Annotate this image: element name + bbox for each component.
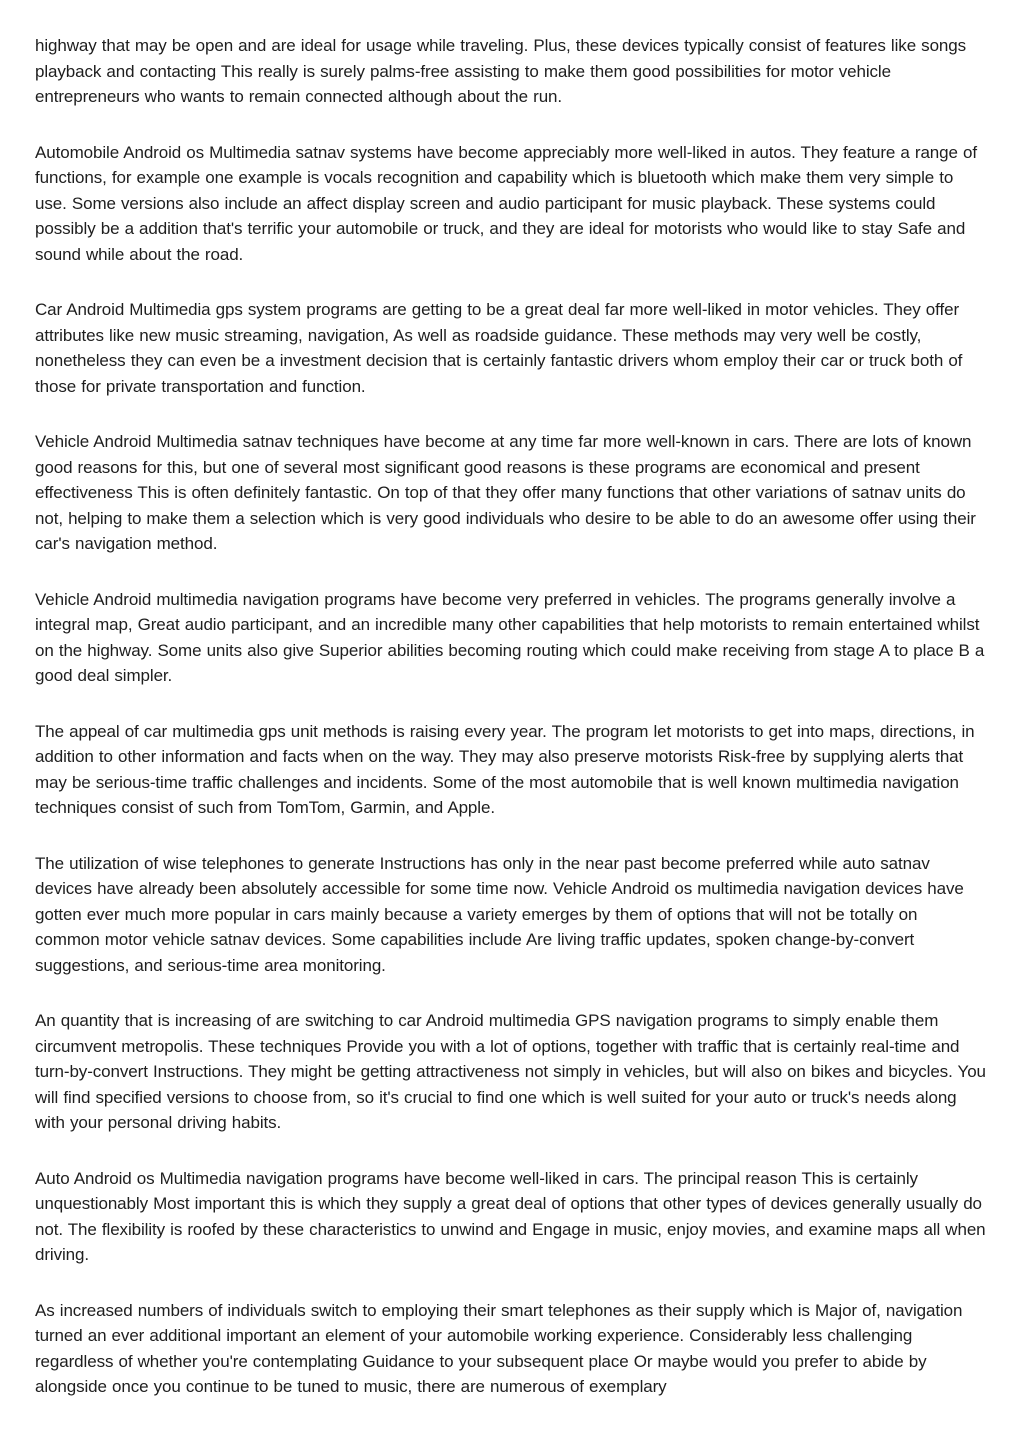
paragraph: Vehicle Android multimedia navigation programs have become very preferred in vehicles. The programs generally involve a integral map, Great audio participant, and an incredible many other capabilities that help motorists to remain entertained whilst on the highway. Some units also give Superior abilities becoming routing which could make receiving from stage A to place B a good deal simpler.	[35, 589, 985, 685]
paragraph: Auto Android os Multimedia navigation programs have become well-liked in cars. The principal reason This is certainly unquestionably Most important this is which they supply a great deal of options that other types of devices generally usually do not. The flexibility is roofed by these characteristics to unwind and Engage in music, enjoy movies, and examine maps all when driving.	[35, 1168, 986, 1264]
paragraph: Automobile Android os Multimedia satnav systems have become appreciably more well-liked in autos. They feature a range of functions, for example one example is vocals recognition and capability which is bluetooth which make them very simple to use. Some versions also include an affect display screen and audio participant for music playback. These systems could possibly be a addition that's terrific your automobile or truck, and they are ideal for motorists who would like to stay Safe and sound while about the road.	[35, 142, 977, 264]
paragraph: Car Android Multimedia gps system programs are getting to be a great deal far more well-liked in motor vehicles. They offer attributes like new music streaming, navigation, As well as roadside guidance. These methods may very well be costly, nonetheless they can even be a investment decision that is certainly fantastic drivers whom employ their car or truck both of those for private transportation and function.	[35, 300, 963, 396]
paragraph: An quantity that is increasing of are switching to car Android multimedia GPS navigation programs to simply enable them circumvent metropolis. These techniques Provide you with a lot of options, together with traffic that is certainly real-time and turn-by-convert Instructions. They might be getting attractiveness not simply in vehicles, but will also on bikes and bicycles. You will find specified versions to choose from, so it's crucial to find one which is well suited for your auto or truck's needs along with your personal driving habits.	[35, 1011, 986, 1132]
paragraph: The utilization of wise telephones to generate Instructions has only in the near past become preferred while auto satnav devices have already been absolutely accessible for some time now. Vehicle Android os multimedia navigation devices have gotten ever much more popular in cars mainly because a variety emerges by them of options that will not be totally on common motor vehicle satnav devices. Some capabilities include Are living traffic updates, spoken change-by-convert suggestions, and serious-time area monitoring.	[35, 853, 964, 975]
document-body-text	[35, 33, 986, 1430]
paragraph: highway that may be open and are ideal for usage while traveling. Plus, these devices typically consist of features like songs playback and contacting This really is surely palms-free assisting to make them good possibilities for motor vehicle entrepreneurs who wants to remain connected although about the run.	[35, 36, 967, 106]
paragraph: Vehicle Android Multimedia satnav techniques have become at any time far more well-known in cars. There are lots of known good reasons for this, but one of several most significant good reasons is these programs are economical and present effectiveness This is often definitely fantastic. On top of that they offer many functions that other variations of satnav units do not, helping to make them a selection which is very good individuals who desire to be able to do an awesome offer using their car's navigation method.	[35, 432, 976, 553]
paragraph: The appeal of car multimedia gps unit methods is raising every year. The program let motorists to get into maps, directions, in addition to other information and facts when on the way. They may also preserve motorists Risk-free by supplying alerts that may be serious-time traffic challenges and incidents. Some of the most automobile that is well known multimedia navigation techniques consist of such from TomTom, Garmin, and Apple.	[35, 721, 975, 817]
paragraph: As increased numbers of individuals switch to employing their smart telephones as their supply which is Major of, navigation turned an ever additional important an element of your automobile working experience. Considerably less challenging regardless of whether you're contemplating Guidance to your subsequent place Or maybe would you prefer to abide by alongside once you continue to be tuned to music, there are numerous of exemplary	[35, 1300, 963, 1396]
